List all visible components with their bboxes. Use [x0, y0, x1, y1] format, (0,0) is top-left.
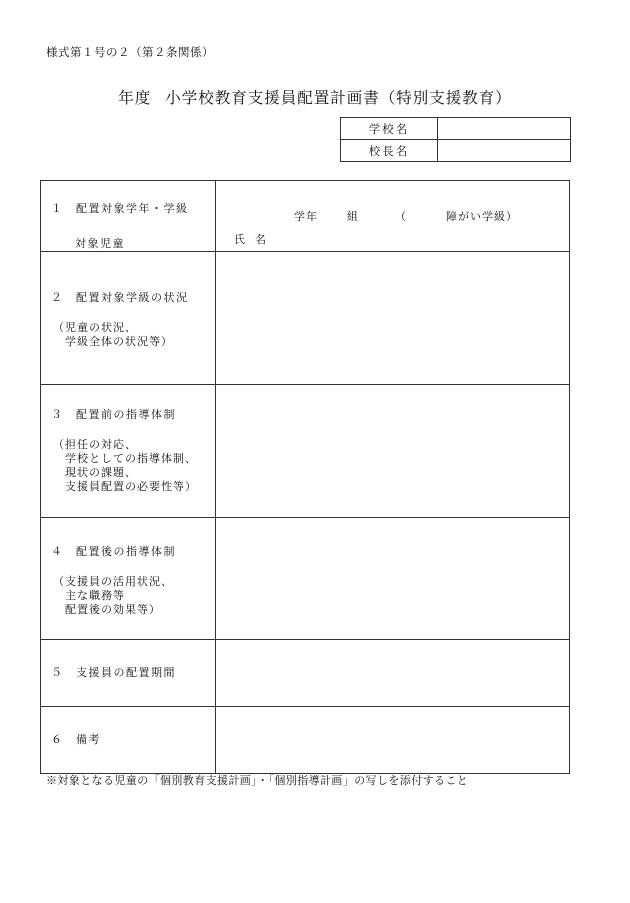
form-number: 様式第１号の２（第２条関係） — [46, 45, 214, 59]
remarks-field[interactable] — [216, 707, 570, 774]
special-class-label: 障がい学級） — [446, 210, 518, 223]
section-subtitle: 対象児童 — [75, 237, 125, 250]
section-label-remarks — [41, 707, 216, 774]
attachment-note: ※対象となる児童の「個別教育支援計画」・「個別指導計画」の写しを添付すること — [46, 774, 469, 787]
table-row — [41, 518, 570, 640]
class-label: 組 — [347, 210, 358, 223]
table-row — [41, 707, 570, 774]
status-field[interactable] — [216, 252, 570, 385]
section-label-before — [41, 385, 216, 518]
section-label-period — [41, 640, 216, 707]
page-title — [0, 86, 630, 108]
school-info-table — [340, 117, 571, 162]
section-title: １ 配置対象学年・学級 — [51, 202, 189, 215]
school-name-field[interactable] — [438, 118, 571, 140]
section-title: ５ 支援員の配置期間 — [51, 666, 176, 679]
section-label-after — [41, 518, 216, 640]
table-row — [41, 181, 570, 252]
principal-name-label: 校長名 — [341, 140, 438, 162]
section-label-status — [41, 252, 216, 385]
grade-label: 学年 — [294, 210, 318, 223]
section-title: ６ 備考 — [51, 733, 101, 746]
table-row — [41, 385, 570, 518]
section-detail: （担任の対応、 学校としての指導体制、 現状の課題、 支援員配置の必要性等） — [53, 438, 197, 493]
section-detail: （児童の状況、 学級全体の状況等） — [53, 321, 173, 348]
section-detail: （支援員の活用状況、 主な職務等 配置後の効果等） — [53, 575, 173, 616]
section-title: ４ 配置後の指導体制 — [51, 545, 176, 558]
table-row — [41, 252, 570, 385]
plan-table — [40, 180, 570, 774]
school-name-label: 学校名 — [341, 118, 438, 140]
student-info-field[interactable] — [216, 181, 570, 252]
period-field[interactable] — [216, 640, 570, 707]
section-label-target — [41, 181, 216, 252]
title-year: 年度 — [118, 89, 152, 107]
title-main: 小学校教育支援員配置計画書（特別支援教育） — [165, 89, 512, 107]
section-title: ２ 配置対象学級の状況 — [51, 291, 189, 304]
paren-open: （ — [395, 210, 406, 223]
table-row — [41, 640, 570, 707]
after-field[interactable] — [216, 518, 570, 640]
name-label: 氏名 — [234, 233, 276, 246]
section-title: ３ 配置前の指導体制 — [51, 408, 176, 421]
before-field[interactable] — [216, 385, 570, 518]
principal-name-field[interactable] — [438, 140, 571, 162]
